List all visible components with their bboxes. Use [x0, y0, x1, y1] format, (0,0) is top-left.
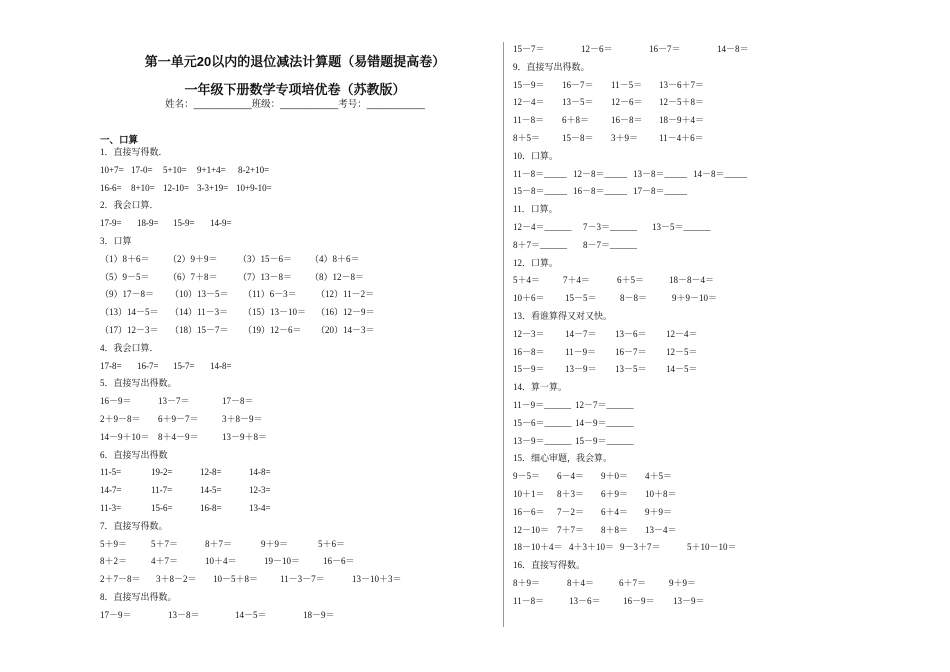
math-problem: 15－5＝ — [565, 293, 597, 304]
math-problem: （14）11－3＝ — [170, 307, 229, 318]
math-problem: 15-7= — [173, 360, 195, 371]
math-problem: 17－9＝ — [100, 609, 132, 620]
math-problem: 17－8＝_____ — [633, 186, 688, 197]
math-problem: 2＋7－8＝ — [100, 574, 141, 585]
math-problem: （16）12－9＝ — [316, 307, 375, 318]
math-problem: 5＋10－10＝ — [687, 542, 737, 553]
math-problem: 12-3= — [249, 485, 271, 496]
math-problem: 11－9＝______ — [513, 400, 572, 410]
math-problem: 6＋9＝ — [601, 489, 629, 499]
math-problem: 15－9＝ — [513, 364, 545, 375]
math-problem: （2）9＋9＝ — [168, 253, 218, 264]
math-problem: 11－8＝_____ — [513, 168, 567, 179]
section-title: 一、口算 — [100, 135, 139, 146]
math-problem: （19）12－6＝ — [243, 325, 302, 335]
math-problem: 14－5＝ — [666, 364, 698, 375]
question-heading: 15．细心审题，我会算。 — [513, 453, 613, 464]
math-problem: 12－5＝ — [666, 346, 698, 357]
math-problem: （8）12－8＝ — [310, 271, 365, 282]
math-problem: （3）15－6＝ — [238, 253, 293, 264]
question-heading: 1．直接写得数． — [100, 147, 168, 157]
math-problem: 13－6＋7＝ — [659, 79, 705, 90]
math-problem: （9）17－8＝ — [100, 289, 155, 300]
worksheet-subtitle: 一年级下册数学专项培优卷（苏教版） — [184, 82, 406, 97]
question-heading: 16．直接写得数。 — [513, 560, 586, 571]
math-problem: 15-6= — [151, 503, 173, 513]
math-problem: 12－8＝_____ — [573, 168, 628, 179]
math-problem: 7＋7＝ — [557, 524, 585, 535]
math-problem: 19－10＝ — [264, 556, 301, 567]
math-problem: 14－9＝______ — [575, 417, 634, 428]
math-problem: 10+9-10= — [236, 182, 272, 193]
math-problem: 8＋3＝ — [557, 489, 585, 499]
math-problem: 7＋4＝ — [563, 275, 591, 286]
worksheet-title: 第一单元20以内的退位减法计算题（易错题提高卷） — [144, 54, 446, 69]
math-problem: 11-3= — [100, 503, 122, 513]
math-problem: 5+10= — [163, 164, 187, 175]
math-problem: 9－3＋7＝ — [620, 542, 661, 553]
math-problem: 6＋4＝ — [601, 506, 629, 517]
question-heading: 10．口算。 — [513, 150, 559, 161]
math-problem: 6＋9－7＝ — [158, 414, 199, 424]
question-heading: 11．口算。 — [513, 204, 558, 215]
math-problem: （18）15－7＝ — [170, 325, 229, 335]
math-problem: 8＋9＝ — [513, 578, 541, 588]
math-problem: 14－5＝ — [235, 609, 267, 620]
math-problem: 13－9＝______ — [513, 435, 572, 446]
math-problem: 13－9＝ — [565, 364, 597, 375]
math-problem: 8＋7＝ — [205, 538, 233, 549]
math-problem: 13-4= — [249, 503, 271, 513]
math-problem: 13－6＝ — [569, 595, 601, 606]
math-problem: 12－6＝ — [611, 97, 643, 108]
math-problem: 6＋5＝ — [617, 275, 645, 286]
math-problem: 8＋2＝ — [100, 556, 128, 567]
math-problem: 16－6＝ — [323, 556, 355, 567]
math-problem: 16-6= — [100, 182, 122, 193]
question-heading: 7．直接写得数。 — [100, 520, 168, 531]
student-info-line: 姓名：___________班级：___________考号：___________ — [165, 99, 425, 110]
math-problem: 13－7＝ — [158, 396, 190, 407]
math-problem: （12）11－2＝ — [316, 289, 375, 300]
math-problem: 12－4＝ — [513, 97, 545, 108]
math-problem: （6）7＋8＝ — [168, 271, 218, 282]
math-problem: 13－9＋8＝ — [222, 431, 268, 442]
math-problem: （10）13－5＝ — [170, 289, 229, 300]
math-problem: 8－7＝______ — [583, 239, 638, 250]
math-problem: 9+1+4= — [197, 164, 226, 175]
math-problem: 9＋9＝ — [261, 538, 289, 549]
math-problem: 10－5＋8＝ — [213, 574, 259, 585]
math-problem: 15－9＝ — [513, 79, 545, 90]
math-problem: 14-8= — [249, 467, 271, 478]
math-problem: 5＋9＝ — [100, 538, 128, 549]
math-problem: 13－8＝_____ — [633, 168, 688, 179]
math-problem: 8+10= — [131, 182, 155, 193]
question-heading: 9．直接写出得数。 — [513, 61, 590, 72]
math-problem: 10＋4＝ — [205, 556, 237, 567]
math-problem: 16－7＝ — [615, 346, 647, 357]
math-problem: 16-7= — [137, 360, 159, 371]
math-problem: 10＋1＝ — [513, 489, 545, 499]
math-problem: 13－4＝ — [645, 524, 677, 535]
math-problem: 12－4＝ — [666, 328, 698, 339]
math-problem: 12－5＋8＝ — [659, 97, 705, 108]
question-heading: 5．直接写出得数。 — [100, 378, 177, 389]
math-problem: 8＋5＝ — [513, 133, 541, 143]
math-problem: 5＋4＝ — [513, 275, 541, 286]
math-problem: 12－10＝ — [513, 524, 550, 535]
math-problem: 6－4＝ — [557, 471, 585, 482]
math-problem: 19-2= — [151, 467, 173, 478]
page-divider — [503, 42, 504, 627]
question-heading: 13．看谁算得又对又快。 — [513, 311, 613, 321]
math-problem: 18－9＋4＝ — [659, 115, 705, 126]
math-problem: 16－9＝ — [100, 396, 132, 407]
math-problem: 16－8＝_____ — [573, 186, 628, 197]
math-problem: 16－8＝ — [611, 115, 643, 126]
math-problem: 11－9＝ — [565, 346, 597, 357]
math-problem: （13）14－5＝ — [100, 307, 159, 318]
math-problem: 12-8= — [200, 467, 222, 478]
math-problem: 10＋6＝ — [513, 293, 545, 304]
math-problem: （15）13－10＝ — [243, 307, 307, 318]
math-problem: （17）12－3＝ — [100, 325, 159, 335]
question-heading: 4．我会口算． — [100, 342, 159, 353]
math-problem: 16－8＝ — [513, 346, 545, 357]
math-problem: （4）8＋6＝ — [310, 253, 360, 264]
math-problem: 13－8＝ — [168, 609, 200, 620]
math-problem: 4＋7＝ — [151, 556, 179, 567]
question-heading: 8．直接写出得数。 — [100, 592, 177, 602]
math-problem: 10+7= — [100, 164, 124, 175]
math-problem: 8－8＝ — [620, 293, 648, 304]
math-problem: 18－10＋4＝ — [513, 542, 563, 553]
question-heading: 12．口算。 — [513, 257, 559, 268]
math-problem: 2＋9－8＝ — [100, 414, 141, 424]
math-problem: （20）14－3＝ — [316, 325, 375, 335]
question-heading: 14．算一算。 — [513, 382, 568, 393]
math-problem: 8＋8＝ — [601, 524, 629, 535]
math-problem: 17-9= — [100, 218, 122, 229]
math-problem: 11－4＋6＝ — [659, 133, 704, 143]
math-problem: 14-5= — [200, 485, 222, 496]
math-problem: 18-9= — [137, 218, 159, 229]
math-problem: 15-9= — [173, 218, 195, 229]
math-problem: 9－5＝ — [513, 471, 541, 482]
math-problem: 12－3＝ — [513, 328, 545, 339]
math-problem: 16－7＝ — [649, 44, 681, 54]
math-problem: 13－5＝______ — [652, 222, 711, 232]
question-heading: 3．口算 — [100, 236, 132, 246]
math-problem: 14－7＝ — [565, 328, 597, 339]
math-problem: 3-3+19= — [197, 182, 229, 193]
math-problem: 13－5＝ — [562, 97, 594, 108]
math-problem: 4＋5＝ — [645, 471, 673, 482]
math-problem: 11-5= — [100, 467, 122, 478]
math-problem: （7）13－8＝ — [238, 271, 293, 282]
math-problem: 11－8＝ — [513, 115, 545, 126]
math-problem: 11-7= — [151, 485, 173, 496]
math-problem: 9＋9＝ — [645, 506, 673, 517]
math-problem: 10＋8＝ — [645, 489, 677, 499]
math-problem: 6＋7＝ — [619, 578, 647, 588]
math-problem: 5＋6＝ — [318, 538, 346, 549]
math-problem: 14－8＝_____ — [693, 168, 748, 179]
math-problem: （1）8＋6＝ — [100, 253, 150, 264]
math-problem: 3＋9＝ — [611, 133, 639, 143]
math-problem: 14-7= — [100, 485, 122, 496]
math-problem: 14－9＋10＝ — [100, 431, 150, 442]
math-problem: 13－9＝ — [673, 595, 705, 606]
math-problem: 15－6＝______ — [513, 417, 572, 428]
math-problem: 12-10= — [163, 182, 190, 193]
math-problem: 8＋4＝ — [567, 578, 595, 588]
math-problem: （5）9－5＝ — [100, 271, 150, 282]
math-problem: 16－7＝ — [562, 79, 594, 90]
math-problem: 9＋9＝ — [669, 578, 697, 588]
math-problem: 9＋9－10＝ — [672, 293, 718, 304]
math-problem: 7－2＝ — [557, 506, 585, 517]
math-problem: 11－8＝ — [513, 595, 545, 606]
math-problem: 17-8= — [100, 360, 122, 371]
math-problem: 12－7＝______ — [575, 400, 634, 410]
math-problem: 13－6＝ — [615, 328, 647, 339]
math-problem: （11）6－3＝ — [243, 289, 297, 300]
math-problem: 14－8＝ — [717, 44, 749, 54]
math-problem: 18－8－4＝ — [669, 275, 715, 286]
math-problem: 16－6＝ — [513, 506, 545, 517]
math-problem: 13－10＋3＝ — [352, 574, 402, 585]
math-problem: 18－9＝ — [303, 609, 335, 620]
math-problem: 8＋7＝______ — [513, 239, 568, 250]
math-problem: 15－8＝_____ — [513, 186, 568, 197]
math-problem: 16－9＝ — [623, 595, 655, 606]
question-heading: 6．直接写出得数 — [100, 449, 168, 460]
math-problem: 7－3＝______ — [583, 222, 638, 232]
math-problem: 11－5＝ — [611, 79, 643, 90]
math-problem: 12－6＝ — [581, 44, 613, 54]
math-problem: 15－8＝ — [562, 133, 594, 143]
math-problem: 13－5＝ — [615, 364, 647, 375]
math-problem: 3＋8－9＝ — [222, 414, 263, 424]
math-problem: 15－9＝______ — [575, 435, 634, 446]
math-problem: 8＋4－9＝ — [158, 431, 199, 442]
math-problem: 16-8= — [200, 503, 222, 513]
math-problem: 14-9= — [210, 218, 232, 229]
math-problem: 6＋8＝ — [562, 115, 590, 126]
math-problem: 9＋0＝ — [601, 471, 629, 482]
math-problem: 17－8＝ — [222, 396, 254, 407]
math-problem: 4＋3＋10＝ — [569, 542, 615, 553]
math-problem: 5＋7＝ — [151, 538, 179, 549]
math-problem: 15－7＝ — [513, 44, 545, 54]
math-problem: 8-2+10= — [238, 164, 270, 175]
math-problem: 3＋8－2＝ — [156, 574, 197, 585]
math-problem: 17-0= — [131, 164, 153, 175]
question-heading: 2．我会口算． — [100, 200, 159, 211]
math-problem: 11－3－7＝ — [280, 574, 325, 585]
math-problem: 12－4＝______ — [513, 222, 572, 232]
math-problem: 14-8= — [210, 360, 232, 371]
